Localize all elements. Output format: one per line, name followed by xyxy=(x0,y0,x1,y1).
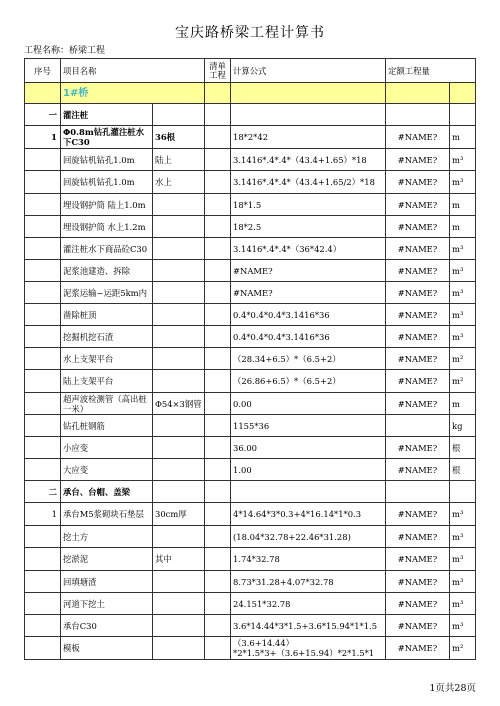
row-index-cell xyxy=(25,393,61,415)
item-row xyxy=(25,260,476,282)
bill-quantity-cell xyxy=(205,149,231,171)
item-name-cell: 埋设钢护筒 水上1.2m xyxy=(61,216,153,238)
row-index-cell xyxy=(25,526,61,548)
formula-cell: 1.74*32.78 xyxy=(231,548,386,571)
item-row xyxy=(25,548,476,571)
formula-cell: 8.73*31.28+4.07*32.78 xyxy=(231,571,386,593)
row-index-cell xyxy=(25,615,61,637)
quota-quantity-cell: #NAME? xyxy=(386,216,450,238)
bill-quantity-cell xyxy=(205,238,231,260)
project-name-label: 工程名称：桥梁工程 xyxy=(24,46,106,56)
quota-quantity-cell: #NAME? xyxy=(386,238,450,260)
header-row xyxy=(25,59,476,83)
item-row xyxy=(25,415,476,437)
item-name-cell: 凿除桩顶 xyxy=(61,304,153,326)
unit-cell: m³ xyxy=(450,548,476,571)
item-spec-cell xyxy=(153,348,205,370)
bill-quantity-cell xyxy=(205,126,231,149)
formula-cell: 24.151*32.78 xyxy=(231,593,386,615)
quota-quantity-cell: #NAME? xyxy=(386,348,450,370)
formula-cell: （28.34+6.5）*（6.5+2） xyxy=(231,348,386,370)
item-row xyxy=(25,216,476,238)
quota-quantity-cell: #NAME? xyxy=(386,393,450,415)
item-name-cell: 灌注桩 xyxy=(61,104,153,126)
unit-cell: kg xyxy=(450,415,476,437)
item-name-cell: 挖土方 xyxy=(61,526,153,548)
item-spec-cell xyxy=(153,526,205,548)
formula-cell: #NAME? xyxy=(231,260,386,282)
item-name-cell: 回填塘渣 xyxy=(61,571,153,593)
bill-quantity-cell xyxy=(205,348,231,370)
header-bill-quantity: 清单工程 xyxy=(205,59,231,83)
formula-cell: 3.1416*.4*.4*（43.4+1.65）*18 xyxy=(231,149,386,171)
item-row xyxy=(25,326,476,348)
item-row xyxy=(25,149,476,171)
bill-quantity-cell xyxy=(205,437,231,459)
unit-cell xyxy=(450,481,476,503)
document-title: 宝庆路桥梁工程计算书 xyxy=(175,25,325,41)
bill-quantity-cell xyxy=(205,260,231,282)
formula-cell: （26.86+6.5）*（6.5+2） xyxy=(231,370,386,393)
bill-quantity-cell xyxy=(205,393,231,415)
item-spec-cell: 30cm厚 xyxy=(153,503,205,526)
formula-cell: 4*14.64*3*0.3+4*16.14*1*0.3 xyxy=(231,503,386,526)
quota-quantity-cell: #NAME? xyxy=(386,126,450,149)
formula-cell: 18*2.5 xyxy=(231,216,386,238)
item-name-cell: 埋设钢护筒 陆上1.0m xyxy=(61,194,153,216)
row-index-cell xyxy=(25,548,61,571)
item-row xyxy=(25,171,476,194)
formula-cell: 1155*36 xyxy=(231,415,386,437)
unit-cell: m xyxy=(450,216,476,238)
row-index-cell xyxy=(25,459,61,481)
item-name-cell: Φ0.8m钻孔灌注桩水下C30 xyxy=(61,126,153,149)
calculation-table xyxy=(24,58,476,660)
bill-quantity-cell xyxy=(205,370,231,393)
bill-quantity-cell xyxy=(205,216,231,238)
item-spec-cell: 其中 xyxy=(153,548,205,571)
formula-cell: 18*2*42 xyxy=(231,126,386,149)
unit-cell: m³ xyxy=(450,615,476,637)
bill-quantity-cell xyxy=(205,526,231,548)
quota-quantity-cell: #NAME? xyxy=(386,326,450,348)
row-index-cell xyxy=(25,593,61,615)
item-row xyxy=(25,526,476,548)
row-index-cell xyxy=(25,370,61,393)
item-name-cell: 灌注桩水下商品砼C30 xyxy=(61,238,153,260)
item-name-cell: 泥浆运输~运距5km内 xyxy=(61,282,153,304)
header-index: 序号 xyxy=(25,59,61,83)
quota-quantity-cell: #NAME? xyxy=(386,571,450,593)
bill-quantity-cell xyxy=(205,326,231,348)
quota-quantity-cell: #NAME? xyxy=(386,437,450,459)
item-spec-cell xyxy=(153,260,205,282)
quota-quantity-cell: #NAME? xyxy=(386,304,450,326)
item-spec-cell xyxy=(153,481,205,503)
bill-quantity-cell xyxy=(205,615,231,637)
unit-cell: m³ xyxy=(450,526,476,548)
formula-cell: 18*1.5 xyxy=(231,194,386,216)
row-index-cell xyxy=(25,437,61,459)
item-name-cell: 泥浆池建造、拆除 xyxy=(61,260,153,282)
bill-quantity-cell xyxy=(205,304,231,326)
bill-quantity-cell xyxy=(205,548,231,571)
item-spec-cell xyxy=(153,304,205,326)
item-row xyxy=(25,437,476,459)
item-spec-cell xyxy=(153,415,205,437)
quota-quantity-cell: #NAME? xyxy=(386,149,450,171)
row-index-cell xyxy=(25,415,61,437)
unit-cell xyxy=(450,104,476,126)
unit-cell: m³ xyxy=(450,503,476,526)
item-row xyxy=(25,370,476,393)
page-number: 1页共28页 xyxy=(429,683,476,694)
quota-quantity-cell xyxy=(386,104,450,126)
bill-quantity-cell xyxy=(205,637,231,660)
item-spec-cell xyxy=(153,282,205,304)
item-row xyxy=(25,615,476,637)
formula-cell xyxy=(231,481,386,503)
unit-cell: 根 xyxy=(450,437,476,459)
unit-cell: m³ xyxy=(450,260,476,282)
header-quota-quantity: 定额工程量 xyxy=(386,59,476,83)
item-row xyxy=(25,348,476,370)
quota-quantity-cell: #NAME? xyxy=(386,593,450,615)
item-spec-cell xyxy=(153,104,205,126)
quota-quantity-cell: #NAME? xyxy=(386,637,450,660)
row-index-cell xyxy=(25,304,61,326)
row-index-cell xyxy=(25,171,61,194)
item-row xyxy=(25,282,476,304)
unit-cell: m³ xyxy=(450,149,476,171)
formula-cell: 3.6*14.44*3*1.5+3.6*15.94*1*1.5 xyxy=(231,615,386,637)
quota-quantity-cell: #NAME? xyxy=(386,459,450,481)
unit-cell: m² xyxy=(450,637,476,660)
item-spec-cell xyxy=(153,459,205,481)
row-index-cell xyxy=(25,637,61,660)
item-spec-cell xyxy=(153,637,205,660)
item-spec-cell xyxy=(153,571,205,593)
quota-quantity-cell xyxy=(386,415,450,437)
item-spec-cell: 36根 xyxy=(153,126,205,149)
bill-quantity-cell xyxy=(205,571,231,593)
item-name-cell: 钻孔桩钢筋 xyxy=(61,415,153,437)
row-index-cell xyxy=(25,282,61,304)
unit-cell: m xyxy=(450,126,476,149)
item-name-cell: 挖淤泥 xyxy=(61,548,153,571)
item-name-cell: 模板 xyxy=(61,637,153,660)
item-row xyxy=(25,593,476,615)
item-spec-cell xyxy=(153,370,205,393)
formula-cell: #NAME? xyxy=(231,282,386,304)
item-spec-cell xyxy=(153,437,205,459)
row-index-cell xyxy=(25,216,61,238)
item-name-cell: 回旋钻机钻孔1.0m xyxy=(61,171,153,194)
item-row xyxy=(25,503,476,526)
section-row xyxy=(25,481,476,503)
formula-cell: 0.4*0.4*0.4*3.1416*36 xyxy=(231,326,386,348)
bill-quantity-cell xyxy=(205,194,231,216)
unit-cell: m² xyxy=(450,348,476,370)
item-row xyxy=(25,637,476,660)
item-row xyxy=(25,194,476,216)
bill-quantity-cell xyxy=(205,104,231,126)
item-name-cell: 陆上支架平台 xyxy=(61,370,153,393)
section-row xyxy=(25,126,476,149)
row-index-cell xyxy=(25,238,61,260)
formula-cell: 36.00 xyxy=(231,437,386,459)
bill-quantity-cell xyxy=(205,415,231,437)
unit-cell: m³ xyxy=(450,282,476,304)
row-index-cell xyxy=(25,348,61,370)
item-name-cell: 超声波检测管（高出桩一米） xyxy=(61,393,153,415)
item-row xyxy=(25,393,476,415)
quota-quantity-cell: #NAME? xyxy=(386,194,450,216)
bill-quantity-cell xyxy=(205,593,231,615)
item-name-cell: 小应变 xyxy=(61,437,153,459)
quota-quantity-cell: #NAME? xyxy=(386,526,450,548)
item-name-cell: 河道下挖土 xyxy=(61,593,153,615)
formula-cell: 0.4*0.4*0.4*3.1416*36 xyxy=(231,304,386,326)
formula-cell: (18.04*32.78+22.46*31.28) xyxy=(231,526,386,548)
quota-quantity-cell: #NAME? xyxy=(386,282,450,304)
row-index-cell xyxy=(25,571,61,593)
item-spec-cell: 水上 xyxy=(153,171,205,194)
item-spec-cell: 陆上 xyxy=(153,149,205,171)
item-name-cell: 回旋钻机钻孔1.0m xyxy=(61,149,153,171)
unit-cell: m xyxy=(450,393,476,415)
item-spec-cell xyxy=(153,326,205,348)
section-row xyxy=(25,104,476,126)
quota-quantity-cell: #NAME? xyxy=(386,503,450,526)
bill-quantity-cell xyxy=(205,481,231,503)
unit-cell: m xyxy=(450,194,476,216)
formula-cell xyxy=(231,104,386,126)
formula-cell: 1.00 xyxy=(231,459,386,481)
unit-cell: m³ xyxy=(450,593,476,615)
formula-cell: 3.1416*.4*.4*（36*42.4） xyxy=(231,238,386,260)
item-spec-cell xyxy=(153,238,205,260)
row-index-cell: 一 xyxy=(25,104,61,126)
item-spec-cell xyxy=(153,593,205,615)
unit-cell: m² xyxy=(450,370,476,393)
item-name-cell: 承台M5浆砌块石垫层 xyxy=(61,503,153,526)
unit-cell: m³ xyxy=(450,171,476,194)
bill-quantity-cell xyxy=(205,282,231,304)
unit-cell: m³ xyxy=(450,326,476,348)
row-index-cell xyxy=(25,149,61,171)
formula-cell: 0.00 xyxy=(231,393,386,415)
item-name-cell: 承台C30 xyxy=(61,615,153,637)
header-formula: 计算公式 xyxy=(231,59,386,83)
unit-cell: m³ xyxy=(450,571,476,593)
formula-cell: （3.6+14.44）*2*1.5*3+（3.6+15.94）*2*1.5*1 xyxy=(231,637,386,660)
quota-quantity-cell xyxy=(386,481,450,503)
item-name-cell: 挖掘机挖石渣 xyxy=(61,326,153,348)
row-index-cell xyxy=(25,194,61,216)
quota-quantity-cell: #NAME? xyxy=(386,370,450,393)
unit-cell: 根 xyxy=(450,459,476,481)
row-index-cell xyxy=(25,326,61,348)
item-spec-cell xyxy=(153,216,205,238)
item-row xyxy=(25,238,476,260)
unit-cell: m³ xyxy=(450,238,476,260)
header-item-name: 项目名称 xyxy=(61,59,205,83)
row-index-cell xyxy=(25,260,61,282)
item-row xyxy=(25,304,476,326)
item-row xyxy=(25,459,476,481)
row-index-cell: 1 xyxy=(25,503,61,526)
item-name-cell: 大应变 xyxy=(61,459,153,481)
bill-quantity-cell xyxy=(205,503,231,526)
unit-cell: m³ xyxy=(450,304,476,326)
item-spec-cell xyxy=(153,194,205,216)
item-name-cell: 承台、台帽、盖梁 xyxy=(61,481,153,503)
bill-quantity-cell xyxy=(205,171,231,194)
item-spec-cell: Φ54×3钢管 xyxy=(153,393,205,415)
bridge-group-row xyxy=(25,83,476,104)
item-spec-cell xyxy=(153,615,205,637)
bill-quantity-cell xyxy=(205,459,231,481)
item-row xyxy=(25,571,476,593)
row-index-cell: 1 xyxy=(25,126,61,149)
item-name-cell: 水上支架平台 xyxy=(61,348,153,370)
row-index-cell: 二 xyxy=(25,481,61,503)
quota-quantity-cell: #NAME? xyxy=(386,171,450,194)
quota-quantity-cell: #NAME? xyxy=(386,548,450,571)
quota-quantity-cell: #NAME? xyxy=(386,260,450,282)
bridge-label: 1#桥 xyxy=(63,87,89,99)
formula-cell: 3.1416*.4*.4*（43.4+1.65/2）*18 xyxy=(231,171,386,194)
quota-quantity-cell: #NAME? xyxy=(386,615,450,637)
